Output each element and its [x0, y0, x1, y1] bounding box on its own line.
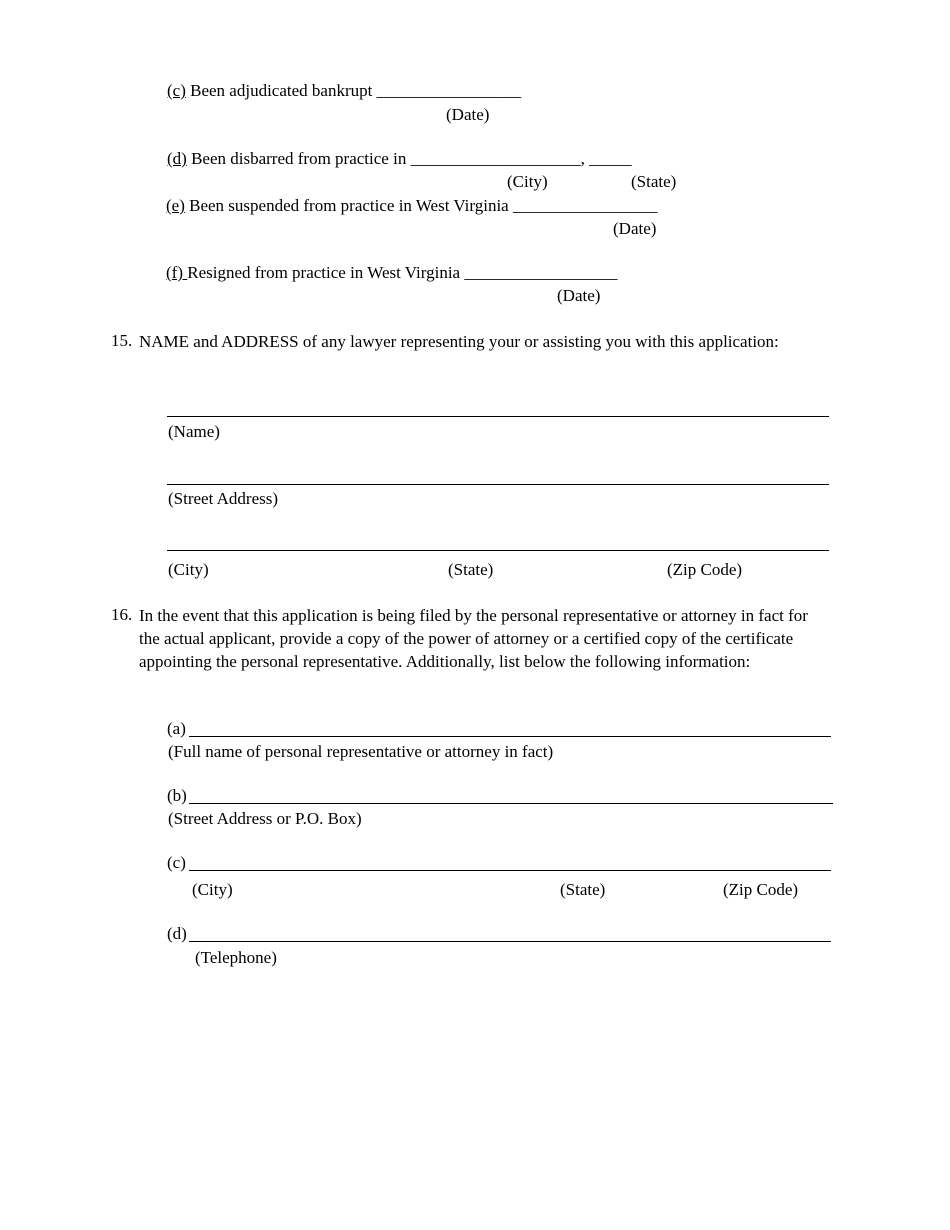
item-14f-date-label: (Date) — [557, 286, 601, 305]
item-16c-letter: (c) — [167, 853, 186, 872]
item-16c-zip-label: (Zip Code) — [723, 880, 799, 899]
item-14f-letter: (f) — [166, 263, 188, 282]
item-14c-date-blank[interactable]: _________________ — [376, 81, 522, 100]
item-16-number: 16. — [111, 605, 133, 624]
item-14d-city-label: (City) — [507, 172, 548, 191]
item-16c-field[interactable] — [189, 870, 831, 871]
item-15-street-field[interactable] — [167, 484, 829, 485]
item-16d-label: (Telephone) — [195, 948, 277, 967]
item-16c-city-label: (City) — [192, 880, 233, 899]
item-14e-letter: (e) — [166, 196, 185, 215]
item-14f-line — [166, 263, 617, 283]
item-15-state-label: (State) — [448, 560, 494, 579]
item-16b-label: (Street Address or P.O. Box) — [168, 809, 362, 828]
item-14e-date-blank[interactable]: _________________ — [512, 196, 658, 215]
item-15-city-label: (City) — [168, 560, 209, 579]
item-14e-date-label: (Date) — [613, 219, 657, 238]
item-14e-line — [166, 196, 657, 216]
item-16-text: In the event that this application is being filed by the personal representative or attorney in fact for the actual applicant, provide a copy of the power of attorney or a certified copy of the certificate appointing the personal representative. Additionally, list below the following information: — [139, 606, 808, 671]
item-14c-line — [167, 81, 521, 101]
item-15-zip-label: (Zip Code) — [667, 560, 743, 579]
item-14d-state-label: (State) — [631, 172, 677, 191]
item-16d-letter: (d) — [167, 924, 187, 943]
item-16a-field[interactable] — [189, 736, 831, 737]
item-14c-text: Been adjudicated bankrupt — [185, 81, 377, 100]
item-14d-city-state-blank[interactable]: ____________________, _____ — [410, 149, 632, 168]
item-14e-text: Been suspended from practice in West Virginia — [184, 196, 513, 215]
item-15-name-label: (Name) — [168, 422, 220, 441]
item-16a-label: (Full name of personal representative or attorney in fact) — [168, 742, 554, 761]
item-16b-letter: (b) — [167, 786, 187, 805]
item-15-street-label: (Street Address) — [168, 489, 279, 508]
item-15-number: 15. — [111, 331, 133, 350]
item-14c-letter: (c) — [167, 81, 186, 100]
item-14d-text: Been disbarred from practice in — [186, 149, 411, 168]
item-14c-date-label: (Date) — [446, 105, 490, 124]
item-16c-state-label: (State) — [560, 880, 606, 899]
item-16d-field[interactable] — [189, 941, 831, 942]
item-16b-field[interactable] — [189, 803, 833, 804]
item-16a-letter: (a) — [167, 719, 186, 738]
item-14d-line — [167, 149, 632, 169]
item-15-text: NAME and ADDRESS of any lawyer representing your or assisting you with this application: — [139, 332, 779, 351]
item-14f-date-blank[interactable]: __________________ — [464, 263, 618, 282]
item-15-name-field[interactable] — [167, 416, 829, 417]
item-15-city-state-zip-field[interactable] — [167, 550, 829, 551]
item-14f-text: Resigned from practice in West Virginia — [187, 263, 465, 282]
item-14d-letter: (d) — [167, 149, 187, 168]
